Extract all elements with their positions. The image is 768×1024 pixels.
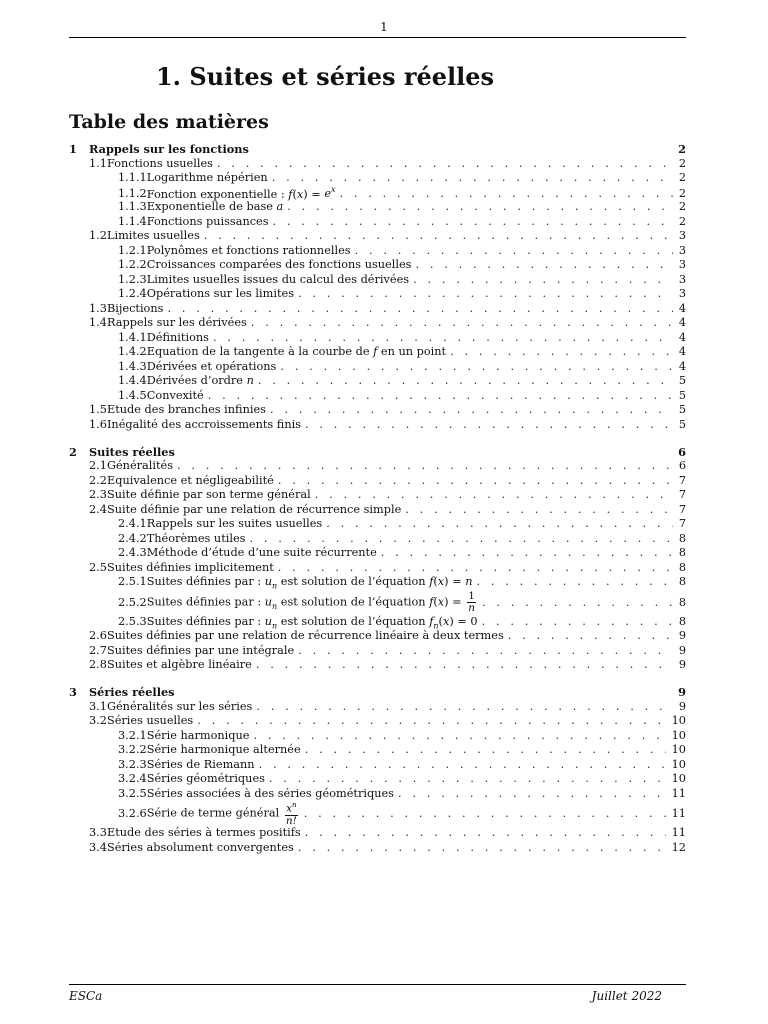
toc-entry-title: Rappels sur les dérivées (106, 316, 247, 329)
page-number: 1 (380, 20, 388, 34)
toc-entry-number: 3.2.6 (118, 807, 147, 820)
toc-leader-dots (270, 403, 673, 416)
toc-entry-title: Suites réelles (89, 444, 175, 459)
toc-entry[interactable] (69, 590, 686, 615)
toc-entry-title: Suites définies par une relation de récurrence linéaire à deux termes (106, 629, 504, 642)
toc-leader-dots (259, 758, 666, 771)
toc-entry-number: 1 (69, 142, 77, 156)
toc-entry-title: Série harmonique (146, 728, 250, 742)
toc-leader-dots (482, 596, 673, 609)
toc-entry-title: Séries associées à des séries géométriques (146, 786, 394, 800)
toc-entry-title: Fonctions usuelles (106, 156, 213, 170)
toc-leader-dots (450, 345, 673, 358)
toc-entry-number: 1.1 (89, 156, 107, 170)
toc-entry-page: 11 (671, 826, 686, 839)
toc-entry-title: Dérivées d’ordre n (146, 374, 254, 387)
toc-leader-dots (253, 729, 665, 742)
toc-entry-title: Croissances comparées des fonctions usuelles (146, 258, 412, 271)
toc-entry-page: 10 (671, 772, 686, 785)
toc-entry-page: 8 (678, 546, 686, 559)
toc-entry-number: 2.4.1 (118, 517, 147, 530)
toc-entry-page: 7 (678, 488, 686, 501)
toc-entry-page: 6 (678, 459, 686, 472)
toc-leader-dots (477, 575, 673, 588)
toc-entry[interactable] (69, 758, 686, 773)
toc-entry-title: Suite définie par une relation de récurrence simple (106, 502, 402, 516)
toc-entry-number: 3.2.3 (118, 757, 147, 771)
toc-entry[interactable] (69, 331, 686, 346)
toc-entry-number: 3.2.2 (118, 743, 147, 756)
toc-entry-title: Série harmonique alternée (146, 743, 301, 756)
toc-entry-page: 8 (678, 531, 686, 545)
toc-entry-number: 1.4.2 (118, 345, 147, 358)
toc-entry-title: Séries géométriques (146, 772, 265, 785)
toc-entry-number: 2.8 (89, 658, 107, 671)
toc-entry-page: 2 (678, 171, 686, 184)
toc-entry-number: 1.3 (89, 301, 107, 315)
toc-entry-title: Opérations sur les limites (146, 287, 295, 300)
toc-entry-page: 10 (671, 743, 686, 756)
toc-entry[interactable] (69, 503, 686, 518)
toc-leader-dots (278, 561, 673, 574)
toc-entry-page: 5 (678, 388, 686, 402)
toc-leader-dots (413, 273, 673, 286)
toc-entry[interactable] (69, 644, 686, 659)
toc-entry-number: 2.5.2 (118, 595, 147, 609)
toc-entry[interactable] (69, 229, 686, 244)
toc-entry-title: Suite définie par son terme général (106, 488, 311, 501)
toc-entry[interactable] (69, 389, 686, 404)
toc-leader-dots (272, 171, 673, 184)
toc-leader-dots (398, 787, 666, 800)
toc-entry-number: 2.5.1 (118, 575, 147, 588)
toc-entry-title: Suites définies implicitement (106, 560, 274, 574)
toc-leader-dots (287, 200, 673, 213)
toc-entry-title: Exponentielle de base a (146, 200, 284, 213)
toc-entry-number: 3.1 (89, 699, 107, 713)
toc-entry[interactable] (69, 575, 686, 590)
toc-leader-dots (204, 229, 673, 242)
toc-entry-number: 1.4.5 (118, 388, 147, 402)
toc-entry[interactable] (69, 142, 686, 157)
toc-entry[interactable] (69, 826, 686, 841)
toc-leader-dots (280, 360, 672, 373)
toc-entry-number: 3.3 (89, 826, 107, 839)
toc-entry-number: 1.4.4 (118, 374, 147, 387)
toc-entry[interactable] (69, 418, 686, 433)
toc-leader-dots (415, 258, 672, 271)
toc-entry-page: 9 (678, 699, 686, 713)
toc-entry-number: 1.5 (89, 403, 107, 416)
toc-entry-page: 8 (678, 595, 686, 609)
toc-entry-title: Théorèmes utiles (146, 531, 246, 545)
toc-entry[interactable] (69, 488, 686, 503)
toc-entry[interactable] (69, 287, 686, 302)
toc-leader-dots (258, 374, 673, 387)
toc-entry-page: 7 (678, 473, 686, 487)
toc-entry-title: Rappels sur les fonctions (89, 142, 249, 156)
toc-entry-number: 1.2.4 (118, 287, 147, 300)
toc-entry-page: 8 (678, 575, 686, 588)
toc-entry-title: Fonction exponentielle : $f(x) = e^x$ (146, 185, 336, 201)
toc-leader-dots (482, 615, 673, 628)
toc-leader-dots (355, 244, 673, 257)
toc-entry-number: 1.2.1 (118, 243, 147, 257)
toc-leader-dots (298, 644, 673, 657)
footer-date: Juillet 2022 (591, 989, 662, 1003)
toc-entry-number: 2.5 (89, 560, 107, 574)
toc-entry[interactable] (69, 532, 686, 547)
toc-entry-number: 3.2.4 (118, 772, 147, 785)
toc-entry-number: 2.7 (89, 643, 107, 657)
toc-entry-number: 1.4.1 (118, 330, 147, 344)
toc-leader-dots (304, 807, 666, 820)
toc-entry-number: 1.2.3 (118, 272, 147, 286)
toc-leader-dots (167, 302, 672, 315)
toc-entry-page: 3 (678, 258, 686, 271)
toc-entry-page: 4 (678, 359, 686, 373)
toc-entry-page: 7 (678, 502, 686, 516)
toc-leader-dots (213, 331, 673, 344)
toc-entry-page: 5 (678, 403, 686, 416)
toc-entry[interactable] (69, 700, 686, 715)
toc-entry[interactable] (69, 345, 686, 360)
toc-entry-page: 11 (671, 807, 686, 820)
toc-leader-dots (326, 517, 673, 530)
toc-entry-title: Bijections (106, 301, 164, 315)
toc-entry-page: 6 (678, 444, 686, 459)
toc-entry[interactable] (69, 171, 686, 186)
toc-entry-number: 1.1.1 (118, 171, 147, 184)
toc-entry[interactable] (69, 801, 686, 826)
toc-entry-number: 3.4 (89, 840, 107, 854)
toc-entry-page: 11 (671, 786, 686, 800)
toc-entry-number: 3.2.1 (118, 728, 147, 742)
toc-entry-page: 5 (678, 417, 686, 431)
toc-entry-page: 9 (678, 643, 686, 657)
toc-entry-page: 12 (671, 840, 686, 854)
toc-entry-page: 10 (671, 757, 686, 771)
toc-entry-page: 9 (678, 658, 686, 671)
toc-entry[interactable] (69, 157, 686, 172)
toc-entry-number: 1.1.2 (118, 187, 147, 201)
toc-entry[interactable] (69, 743, 686, 758)
toc-leader-dots (249, 532, 672, 545)
toc-entry-number: 1.6 (89, 417, 107, 431)
toc-entry-title: Suites définies par : $u_n$ est solution de l’équation f(x) = $\frac{1}{n}$ (146, 589, 475, 614)
toc-entry[interactable] (69, 258, 686, 273)
toc-entry[interactable] (69, 546, 686, 561)
toc-entry[interactable] (69, 787, 686, 802)
toc-entry-number: 1.4.3 (118, 359, 147, 373)
toc-entry-page: 4 (678, 316, 686, 329)
toc-entry-title: Suites et algèbre linéaire (106, 658, 252, 671)
toc-entry[interactable] (69, 302, 686, 317)
table-of-contents (69, 142, 686, 855)
toc-entry-number: 3.2.5 (118, 786, 147, 800)
toc-entry[interactable] (69, 561, 686, 576)
toc-entry[interactable] (69, 517, 686, 532)
toc-leader-dots (217, 157, 673, 170)
toc-entry-title: Inégalité des accroissements finis (106, 417, 302, 431)
toc-entry-page: 9 (678, 685, 686, 699)
toc-entry-page: 2 (678, 200, 686, 213)
toc-entry-title: Suites définies par une intégrale (106, 643, 295, 657)
toc-entry[interactable] (69, 615, 686, 630)
toc-entry-title: Equation de la tangente à la courbe de f en un point (146, 345, 447, 358)
toc-entry-title: Séries usuelles (106, 714, 194, 727)
toc-entry[interactable] (69, 714, 686, 729)
toc-entry-page: 10 (671, 714, 686, 727)
toc-leader-dots (197, 714, 665, 727)
toc-entry-title: Logarithme népérien (146, 171, 268, 184)
toc-entry-page: 2 (678, 156, 686, 170)
toc-entry-page: 4 (678, 330, 686, 344)
toc-entry-number: 1.1.3 (118, 200, 147, 213)
toc-leader-dots (305, 826, 666, 839)
toc-entry-page: 8 (678, 614, 686, 628)
toc-entry[interactable] (69, 685, 686, 700)
toc-entry-number: 2.3 (89, 488, 107, 501)
toc-entry[interactable] (69, 729, 686, 744)
toc-entry[interactable] (69, 215, 686, 230)
toc-entry-page: 9 (678, 629, 686, 642)
toc-entry-title: Définitions (146, 330, 209, 344)
header-rule (69, 37, 686, 38)
toc-entry-number: 1.2.2 (118, 258, 147, 271)
toc-entry-title: Rappels sur les suites usuelles (146, 517, 323, 530)
toc-entry-number: 2.4.3 (118, 546, 147, 559)
toc-entry[interactable] (69, 273, 686, 288)
toc-leader-dots (305, 743, 666, 756)
toc-entry-title: Séries absolument convergentes (106, 840, 294, 854)
toc-entry-number: 3.2 (89, 714, 107, 727)
toc-leader-dots (340, 187, 673, 200)
toc-entry-number: 1.4 (89, 316, 107, 329)
toc-leader-dots (305, 418, 673, 431)
toc-entry-page: 8 (678, 560, 686, 574)
toc-entry[interactable] (69, 403, 686, 418)
toc-entry-number: 1.2 (89, 229, 107, 242)
toc-leader-dots (278, 474, 673, 487)
toc-leader-dots (298, 287, 673, 300)
toc-leader-dots (256, 658, 673, 671)
toc-entry[interactable] (69, 445, 686, 460)
toc-leader-dots (273, 215, 673, 228)
toc-leader-dots (405, 503, 673, 516)
toc-entry-number: 2.2 (89, 473, 107, 487)
toc-entry-page: 4 (678, 345, 686, 358)
toc-leader-dots (256, 700, 672, 713)
toc-entry-page: 4 (678, 301, 686, 315)
toc-entry[interactable] (69, 658, 686, 673)
toc-leader-dots (315, 488, 673, 501)
toc-leader-dots (381, 546, 673, 559)
toc-entry-title: Etude des branches infinies (106, 403, 266, 416)
toc-entry-title: Etude des séries à termes positifs (106, 826, 301, 839)
toc-entry-page: 10 (671, 728, 686, 742)
toc-entry-title: Suites définies par : $u_n$ est solution de l’équation $f_n(x) = 0$ (146, 614, 478, 630)
toc-entry[interactable] (69, 474, 686, 489)
toc-entry-title: Généralités (106, 459, 174, 472)
toc-entry-number: 2.4 (89, 502, 107, 516)
toc-entry-title: Limites usuelles issues du calcul des dérivées (146, 272, 410, 286)
toc-leader-dots (298, 841, 666, 854)
toc-entry[interactable] (69, 629, 686, 644)
toc-entry-title: Séries de Riemann (146, 757, 255, 771)
toc-entry-page: 7 (678, 517, 686, 530)
toc-leader-dots (508, 629, 673, 642)
toc-leader-dots (269, 772, 666, 785)
toc-entry[interactable] (69, 841, 686, 856)
toc-entry-title: Suites définies par : $u_n$ est solution de l’équation f(x) = n (146, 575, 473, 591)
toc-entry[interactable] (69, 459, 686, 474)
toc-heading: Table des matières (69, 111, 269, 133)
toc-entry[interactable] (69, 374, 686, 389)
toc-entry[interactable] (69, 772, 686, 787)
toc-entry-title: Dérivées et opérations (146, 359, 277, 373)
toc-entry-number: 2.4.2 (118, 531, 147, 545)
toc-entry-number: 3 (69, 685, 77, 699)
toc-entry-page: 3 (678, 229, 686, 242)
toc-entry-page: 2 (678, 214, 686, 228)
toc-entry-title: Méthode d’étude d’une suite récurrente (146, 546, 377, 559)
toc-leader-dots (177, 459, 673, 472)
toc-entry-title: Généralités sur les séries (106, 699, 253, 713)
toc-entry-page: 3 (678, 272, 686, 286)
toc-entry[interactable] (69, 200, 686, 215)
toc-entry-number: 1.1.4 (118, 214, 147, 228)
toc-entry-title: Polynômes et fonctions rationnelles (146, 243, 351, 257)
document-title: 1. Suites et séries réelles (155, 62, 495, 91)
toc-entry-page: 2 (678, 187, 686, 201)
toc-leader-dots (251, 316, 673, 329)
toc-entry-title: Convexité (146, 388, 204, 402)
toc-entry[interactable] (69, 244, 686, 259)
toc-entry-page: 5 (678, 374, 686, 387)
toc-entry-number: 2.1 (89, 459, 107, 472)
toc-entry-title: Série de terme général $\frac{x^n}{n!}$ (146, 801, 297, 827)
toc-entry-number: 2.5.3 (118, 614, 147, 628)
toc-entry-page: 2 (678, 142, 686, 156)
toc-entry-title: Séries réelles (89, 685, 175, 699)
toc-leader-dots (208, 389, 673, 402)
toc-entry[interactable] (69, 360, 686, 375)
toc-entry-number: 2 (69, 444, 77, 459)
toc-entry[interactable] (69, 186, 686, 201)
toc-entry[interactable] (69, 316, 686, 331)
toc-entry-number: 2.6 (89, 629, 107, 642)
toc-entry-page: 3 (678, 287, 686, 300)
footer-rule (69, 984, 686, 985)
toc-entry-title: Equivalence et négligeabilité (106, 473, 274, 487)
toc-entry-page: 3 (678, 243, 686, 257)
toc-entry-title: Fonctions puissances (146, 214, 269, 228)
toc-entry-title: Limites usuelles (106, 229, 200, 242)
footer-author: ESCa (69, 989, 103, 1003)
